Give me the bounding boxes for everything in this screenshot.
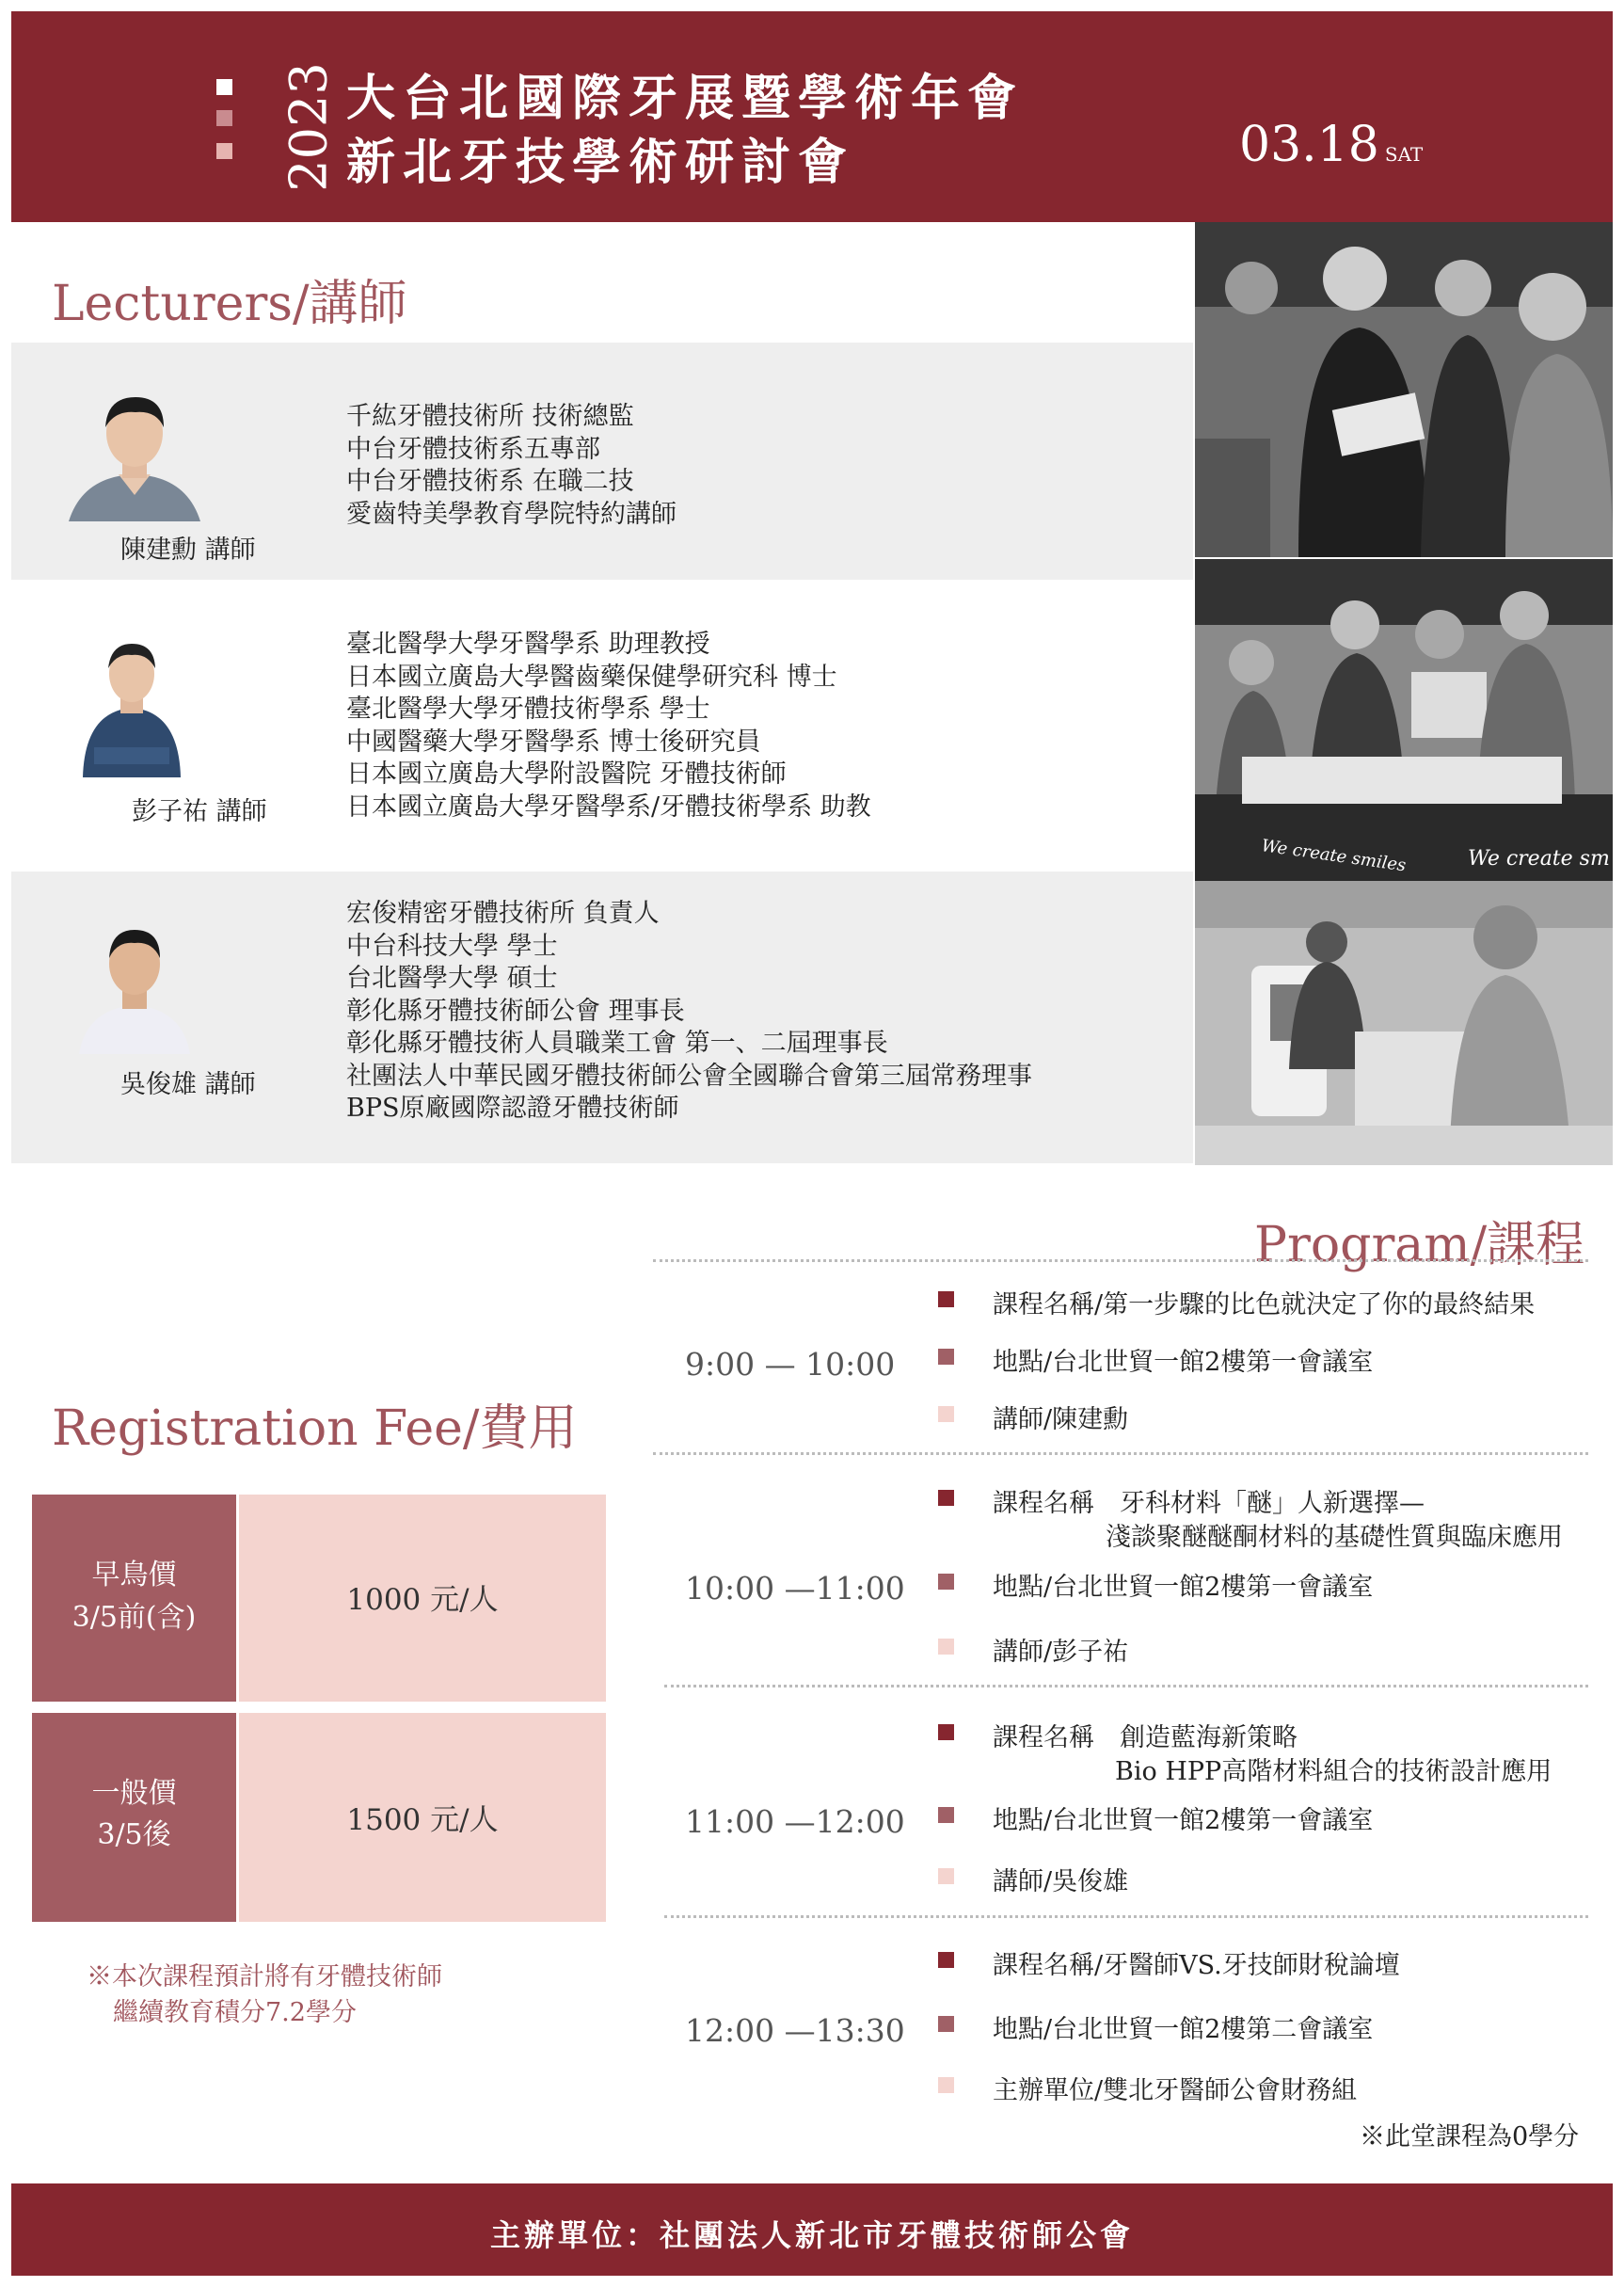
header-square-light xyxy=(216,143,232,159)
lecturer-bio xyxy=(346,898,1032,1126)
credit-note-line: 繼續教育積分7.2學分 xyxy=(113,1998,357,2027)
event-subtitle: 新北牙技學術研討會 xyxy=(346,135,855,191)
lecturers-title: Lecturers/講師 xyxy=(52,276,407,332)
fee-tier-label: 早鳥價 xyxy=(91,1559,177,1591)
bullet-speaker xyxy=(938,1639,954,1655)
event-weekday: SAT xyxy=(1384,143,1424,166)
session-speaker: 講師/陳建勳 xyxy=(993,1405,1129,1434)
bullet-place xyxy=(938,1574,954,1590)
bullet-place xyxy=(938,2016,954,2032)
fee-title: Registration Fee/費用 xyxy=(52,1400,578,1457)
session-speaker: 主辦單位/雙北牙醫師公會財務組 xyxy=(993,2076,1358,2105)
divider xyxy=(653,1452,1588,1455)
session-time: 11:00 —12:00 xyxy=(685,1803,905,1840)
session-course-subtitle: 淺談聚醚醚酮材料的基礎性質與臨床應用 xyxy=(1106,1523,1563,1552)
expo-photo-3 xyxy=(1195,881,1613,1165)
divider xyxy=(653,1259,1588,1262)
bio-line: 日本國立廣島大學附設醫院 牙體技術師 xyxy=(346,760,787,789)
bio-line: 台北醫學大學 碩士 xyxy=(346,964,558,993)
session-place: 地點/台北世貿一館2樓第一會議室 xyxy=(993,1348,1374,1377)
session-course: 課程名稱 牙科材料「醚」人新選擇— xyxy=(993,1489,1425,1518)
organizer-text: 主辦單位：社團法人新北市牙體技術師公會 xyxy=(489,2217,1134,2253)
header-square-white xyxy=(216,79,232,95)
bio-line: 千紘牙體技術所 技術總監 xyxy=(346,402,634,431)
lecturer-2-photo xyxy=(75,636,188,777)
bio-line: 中國醫藥大學牙醫學系 博士後研究員 xyxy=(346,727,761,757)
credit-note xyxy=(87,1959,442,2031)
lecturer-card xyxy=(11,872,1193,1163)
bio-line: 中台牙體技術系 在職二技 xyxy=(346,467,634,496)
banner-text: We create smiles xyxy=(1260,836,1408,876)
fee-tier-date: 3/5前(含) xyxy=(72,1601,197,1634)
session-time: 12:00 —13:30 xyxy=(685,2012,905,2049)
session-time: 9:00 — 10:00 xyxy=(685,1346,896,1383)
fee-price-early xyxy=(239,1495,606,1702)
divider xyxy=(664,1685,1588,1687)
bullet-speaker xyxy=(938,2077,954,2093)
event-title: 大台北國際牙展暨學術年會 xyxy=(346,71,1025,127)
session-speaker: 講師/彭子祐 xyxy=(993,1638,1129,1667)
fee-tier-regular xyxy=(32,1713,236,1922)
banner-text: We create sm xyxy=(1468,847,1610,871)
session-place: 地點/台北世貿一館2樓第二會議室 xyxy=(993,2015,1374,2044)
bio-line: 中台科技大學 學士 xyxy=(346,931,558,961)
session-time: 10:00 —11:00 xyxy=(685,1570,905,1607)
bio-line: BPS原廠國際認證牙體技術師 xyxy=(346,1094,679,1123)
lecturer-card xyxy=(11,582,1193,872)
credit-note-line: ※本次課程預計將有牙體技術師 xyxy=(87,1962,442,1991)
bio-line: 臺北醫學大學牙體技術學系 學士 xyxy=(346,695,710,724)
lecturer-card xyxy=(11,343,1193,580)
bio-line: 臺北醫學大學牙醫學系 助理教授 xyxy=(346,630,710,659)
lecturer-1-photo xyxy=(64,390,205,521)
lecturer-3-photo xyxy=(73,922,196,1054)
session-course: 課程名稱 創造藍海新策略 xyxy=(993,1723,1298,1752)
lecturer-bio xyxy=(346,629,871,824)
expo-photo-1 xyxy=(1195,222,1613,557)
footer-banner xyxy=(11,2183,1613,2276)
bullet-course xyxy=(938,1952,954,1968)
expo-photo-2 xyxy=(1195,559,1613,881)
bullet-place xyxy=(938,1349,954,1365)
bullet-speaker xyxy=(938,1868,954,1884)
lecturer-name: 彭子祐 講師 xyxy=(132,797,267,826)
lecturer-bio xyxy=(346,401,677,531)
bio-line: 日本國立廣島大學牙醫學系/牙體技術學系 助教 xyxy=(346,792,871,822)
bullet-course xyxy=(938,1490,954,1506)
fee-price: 1500 元/人 xyxy=(346,1803,499,1837)
session-speaker: 講師/吳俊雄 xyxy=(993,1867,1129,1896)
session-course: 課程名稱/第一步驟的比色就決定了你的最終結果 xyxy=(993,1290,1536,1319)
fee-tier-early xyxy=(32,1495,236,1702)
bullet-speaker xyxy=(938,1406,954,1422)
bullet-place xyxy=(938,1807,954,1823)
divider xyxy=(664,1915,1588,1918)
session-place: 地點/台北世貿一館2樓第一會議室 xyxy=(993,1573,1374,1602)
bio-line: 日本國立廣島大學醫齒藥保健學研究科 博士 xyxy=(346,662,837,692)
header-banner xyxy=(11,11,1613,222)
lecturer-name: 吳俊雄 講師 xyxy=(120,1070,256,1099)
fee-tier-label: 一般價 xyxy=(91,1777,177,1810)
lecturer-name: 陳建勳 講師 xyxy=(120,536,256,565)
fee-price-regular xyxy=(239,1713,606,1922)
bullet-course xyxy=(938,1724,954,1740)
fee-tier-date: 3/5後 xyxy=(97,1818,171,1851)
header-square-pink xyxy=(216,110,232,126)
bio-line: 彰化縣牙體技術人員職業工會 第一、二屆理事長 xyxy=(346,1029,888,1058)
year-label: 2023 xyxy=(279,62,339,192)
bio-line: 彰化縣牙體技術師公會 理事長 xyxy=(346,996,685,1026)
bullet-course xyxy=(938,1291,954,1307)
session-note: ※此堂課程為0學分 xyxy=(1360,2122,1580,2151)
session-course-subtitle: Bio HPP高階材料組合的技術設計應用 xyxy=(1115,1757,1552,1786)
bio-line: 中台牙體技術系五專部 xyxy=(346,434,600,464)
event-date: 03.18 SAT xyxy=(1239,117,1424,173)
bio-line: 宏俊精密牙體技術所 負責人 xyxy=(346,899,660,928)
session-course: 課程名稱/牙醫師VS.牙技師財稅論壇 xyxy=(993,1951,1400,1980)
fee-price: 1000 元/人 xyxy=(346,1583,499,1617)
bio-line: 社團法人中華民國牙體技術師公會全國聯合會第三屆常務理事 xyxy=(346,1061,1032,1091)
session-place: 地點/台北世貿一館2樓第一會議室 xyxy=(993,1806,1374,1835)
bio-line: 愛齒特美學教育學院特約講師 xyxy=(346,499,677,529)
program-title: Program/課程 xyxy=(1254,1217,1585,1273)
